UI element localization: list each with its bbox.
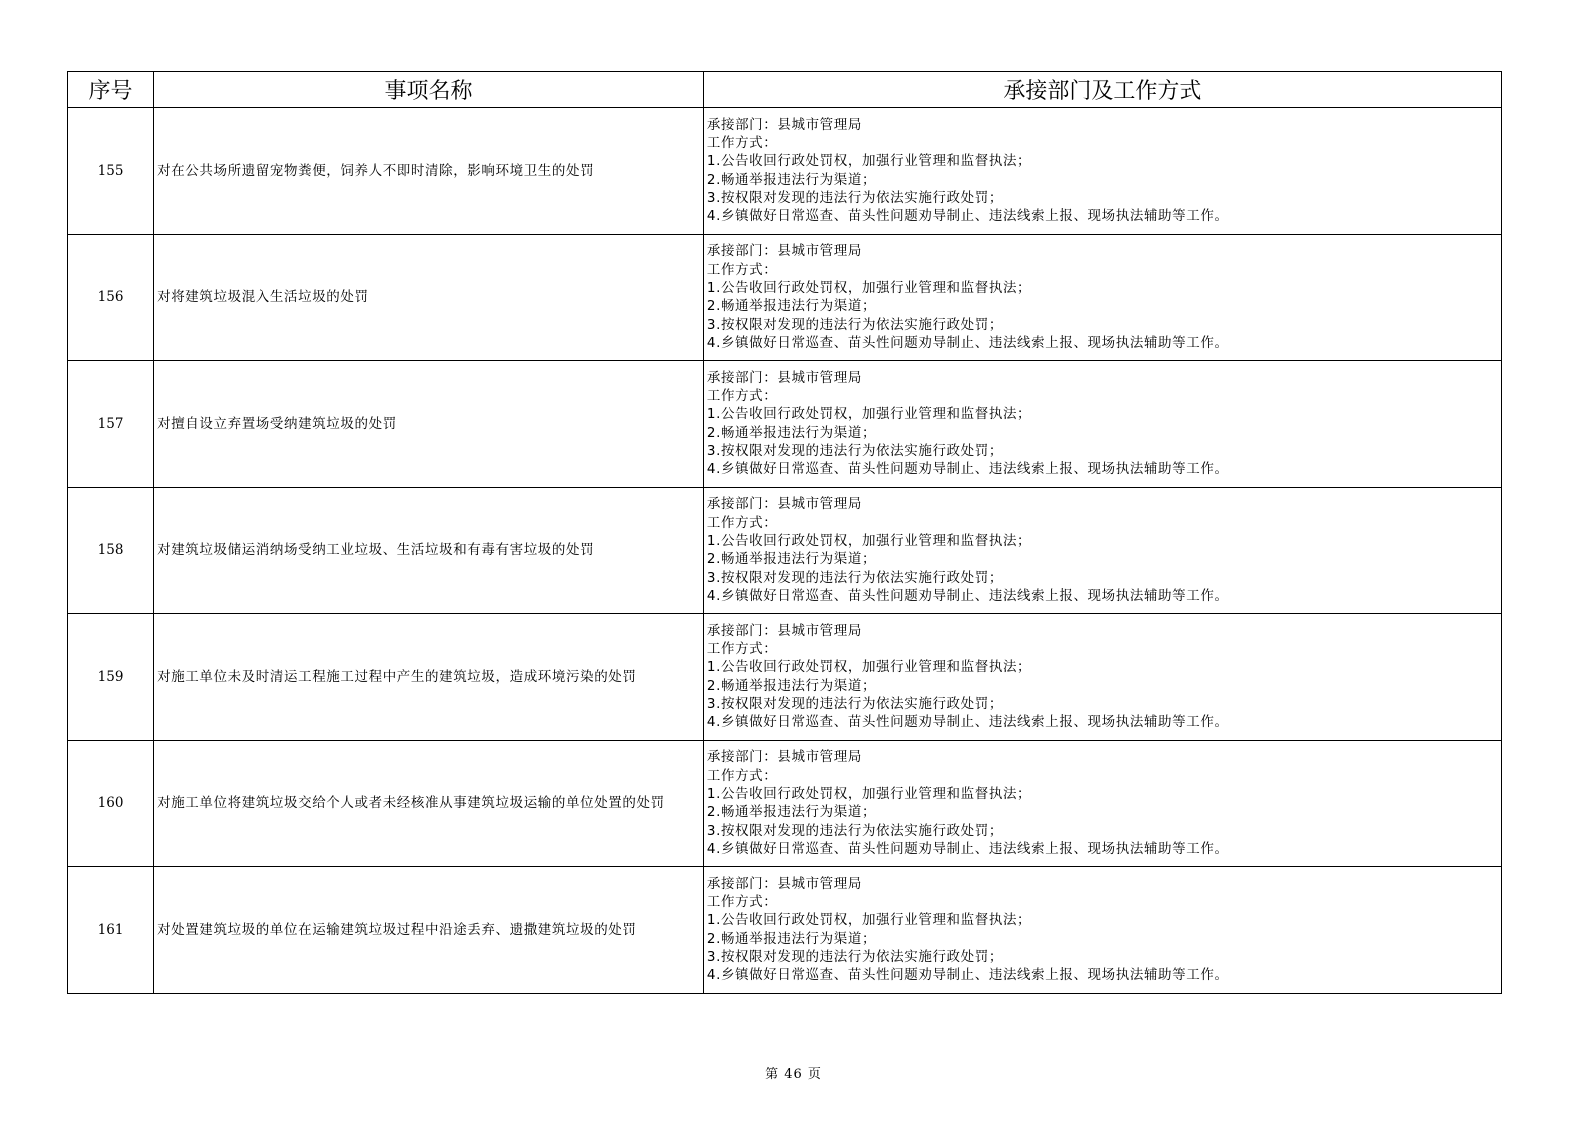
department-method-line: 承接部门：县城市管理局 — [706, 116, 862, 133]
matter-name-cell: 对将建筑垃圾混入生活垃圾的处罚 — [154, 234, 704, 361]
serial-number-cell: 155 — [68, 108, 154, 235]
department-method-line: 4.乡镇做好日常巡查、苗头性问题劝导制止、违法线索上报、现场执法辅助等工作。 — [706, 840, 1229, 857]
header-serial-number: 序号 — [68, 72, 154, 108]
table-row — [68, 740, 1502, 867]
header-row — [68, 72, 1502, 108]
department-method-line: 2.畅通举报违法行为渠道； — [706, 930, 877, 947]
department-method-line: 承接部门：县城市管理局 — [706, 243, 862, 260]
serial-number-cell: 160 — [68, 740, 154, 867]
department-method-line: 4.乡镇做好日常巡查、苗头性问题劝导制止、违法线索上报、现场执法辅助等工作。 — [706, 461, 1229, 478]
department-method-cell — [703, 108, 1501, 235]
department-method-line: 承接部门：县城市管理局 — [706, 622, 862, 639]
department-method-line: 3.按权限对发现的违法行为依法实施行政处罚； — [706, 696, 1003, 713]
department-method-line: 2.畅通举报违法行为渠道； — [706, 424, 877, 441]
table-row — [68, 108, 1502, 235]
department-method-line: 1.公告收回行政处罚权，加强行业管理和监督执法； — [706, 406, 1032, 423]
serial-number-cell: 156 — [68, 234, 154, 361]
department-method-line: 工作方式： — [706, 641, 778, 658]
department-method-line: 3.按权限对发现的违法行为依法实施行政处罚； — [706, 443, 1003, 460]
department-method-line: 承接部门：县城市管理局 — [706, 369, 862, 386]
department-method-line: 4.乡镇做好日常巡查、苗头性问题劝导制止、违法线索上报、现场执法辅助等工作。 — [706, 334, 1229, 351]
department-method-line: 承接部门：县城市管理局 — [706, 875, 862, 892]
department-method-line: 1.公告收回行政处罚权，加强行业管理和监督执法； — [706, 659, 1032, 676]
department-method-line: 承接部门：县城市管理局 — [706, 749, 862, 766]
department-method-line: 4.乡镇做好日常巡查、苗头性问题劝导制止、违法线索上报、现场执法辅助等工作。 — [706, 714, 1229, 731]
department-method-line: 3.按权限对发现的违法行为依法实施行政处罚； — [706, 569, 1003, 586]
department-method-line: 3.按权限对发现的违法行为依法实施行政处罚； — [706, 822, 1003, 839]
matter-name-cell: 对在公共场所遗留宠物粪便，饲养人不即时清除，影响环境卫生的处罚 — [154, 108, 704, 235]
department-method-line: 承接部门：县城市管理局 — [706, 496, 862, 513]
department-method-line: 3.按权限对发现的违法行为依法实施行政处罚； — [706, 316, 1003, 333]
department-method-line: 3.按权限对发现的违法行为依法实施行政处罚； — [706, 949, 1003, 966]
matter-name-cell: 对建筑垃圾储运消纳场受纳工业垃圾、生活垃圾和有毒有害垃圾的处罚 — [154, 487, 704, 614]
department-method-line: 2.畅通举报违法行为渠道； — [706, 804, 877, 821]
serial-number-cell: 159 — [68, 614, 154, 741]
table-row — [68, 487, 1502, 614]
table-row — [68, 234, 1502, 361]
serial-number-cell: 158 — [68, 487, 154, 614]
matter-name-cell: 对施工单位未及时清运工程施工过程中产生的建筑垃圾，造成环境污染的处罚 — [154, 614, 704, 741]
department-method-line: 1.公告收回行政处罚权，加强行业管理和监督执法； — [706, 785, 1032, 802]
matter-name-cell: 对施工单位将建筑垃圾交给个人或者未经核准从事建筑垃圾运输的单位处置的处罚 — [154, 740, 704, 867]
department-method-line: 2.畅通举报违法行为渠道； — [706, 171, 877, 188]
department-method-line: 工作方式： — [706, 261, 778, 278]
header-matter-name: 事项名称 — [154, 72, 704, 108]
department-method-line: 工作方式： — [706, 894, 778, 911]
department-method-line: 4.乡镇做好日常巡查、苗头性问题劝导制止、违法线索上报、现场执法辅助等工作。 — [706, 208, 1229, 225]
header-department-method: 承接部门及工作方式 — [703, 72, 1501, 108]
matters-table — [67, 71, 1502, 994]
department-method-line: 工作方式： — [706, 135, 778, 152]
department-method-cell — [703, 867, 1501, 994]
department-method-line: 工作方式： — [706, 767, 778, 784]
serial-number-cell: 161 — [68, 867, 154, 994]
department-method-line: 2.畅通举报违法行为渠道； — [706, 551, 877, 568]
department-method-line: 1.公告收回行政处罚权，加强行业管理和监督执法； — [706, 912, 1032, 929]
page-number: 第 46 页 — [765, 1067, 822, 1082]
department-method-line: 2.畅通举报违法行为渠道； — [706, 677, 877, 694]
department-method-cell — [703, 234, 1501, 361]
table-row — [68, 614, 1502, 741]
table-body — [68, 108, 1502, 994]
department-method-cell — [703, 614, 1501, 741]
table-row — [68, 361, 1502, 488]
department-method-line: 3.按权限对发现的违法行为依法实施行政处罚； — [706, 190, 1003, 207]
department-method-cell — [703, 740, 1501, 867]
department-method-line: 1.公告收回行政处罚权，加强行业管理和监督执法； — [706, 153, 1032, 170]
serial-number-cell: 157 — [68, 361, 154, 488]
department-method-line: 4.乡镇做好日常巡查、苗头性问题劝导制止、违法线索上报、现场执法辅助等工作。 — [706, 587, 1229, 604]
department-method-line: 1.公告收回行政处罚权，加强行业管理和监督执法； — [706, 532, 1032, 549]
department-method-cell — [703, 487, 1501, 614]
matter-name-cell: 对擅自设立弃置场受纳建筑垃圾的处罚 — [154, 361, 704, 488]
department-method-line: 1.公告收回行政处罚权，加强行业管理和监督执法； — [706, 279, 1032, 296]
department-method-line: 工作方式： — [706, 388, 778, 405]
department-method-line: 工作方式： — [706, 514, 778, 531]
department-method-cell — [703, 361, 1501, 488]
department-method-line: 4.乡镇做好日常巡查、苗头性问题劝导制止、违法线索上报、现场执法辅助等工作。 — [706, 967, 1229, 984]
matter-name-cell: 对处置建筑垃圾的单位在运输建筑垃圾过程中沿途丢弃、遗撒建筑垃圾的处罚 — [154, 867, 704, 994]
table-row — [68, 867, 1502, 994]
department-method-line: 2.畅通举报违法行为渠道； — [706, 298, 877, 315]
